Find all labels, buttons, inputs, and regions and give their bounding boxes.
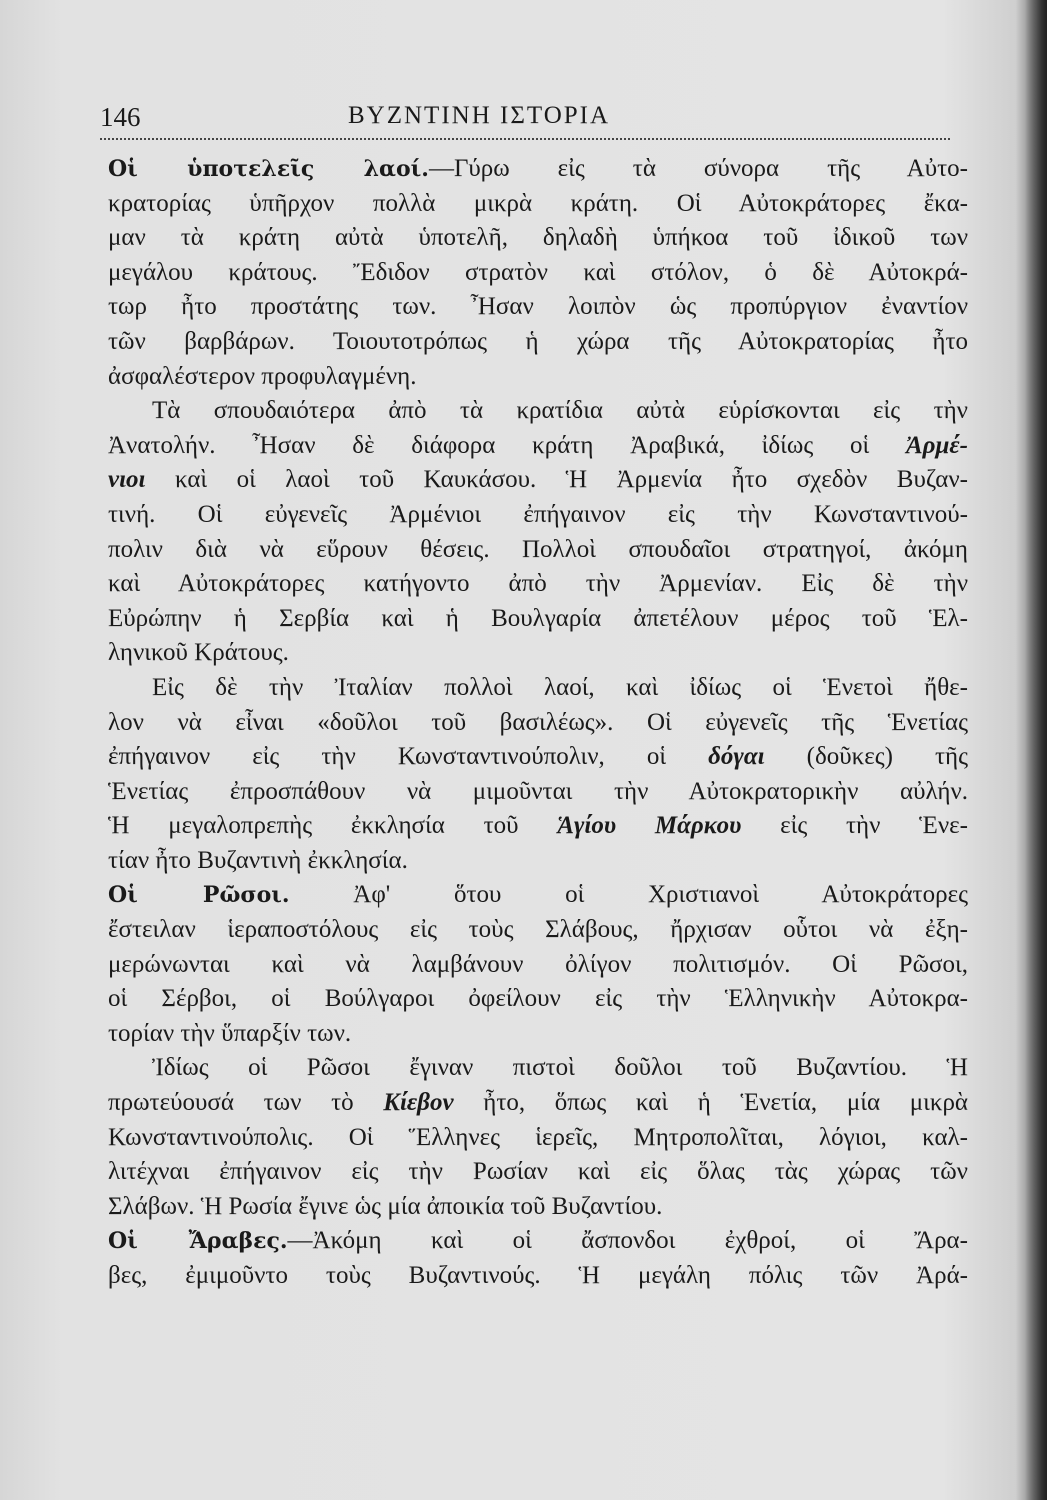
line-text: ἦτο, ὅπως καὶ ἡ Ἑνετία, μία μικρὰ	[483, 1089, 969, 1117]
section-heading: Οἱ Ἄραβες.	[108, 1228, 288, 1255]
line-text: πρωτεύουσά των τὸ	[108, 1089, 354, 1117]
text-line	[108, 1086, 968, 1121]
text-line: λον νὰ εἶναι «δοῦλοι τοῦ βασιλέως». Οἱ εὐγενεῖς τῆς Ἑνετίας	[108, 708, 968, 736]
text-line: Σλάβων. Ἡ Ρωσία ἔγινε ὡς μία ἀποικία τοῦ Βυζαντίου.	[108, 1192, 663, 1220]
emphasized-term: Ἁγίου Μάρκου	[557, 812, 742, 840]
line-text: καὶ οἱ λαοὶ τοῦ Καυκάσου. Ἡ Ἀρμενία ἦτο σχεδὸν Βυζαν-	[174, 466, 969, 494]
line-text: εἰς τὴν Ἑνε-	[780, 812, 969, 840]
text-line	[108, 429, 968, 464]
text-line: Εἰς δὲ τὴν Ἰταλίαν πολλοὶ λαοί, καὶ ἰδίως οἱ Ἑνετοὶ ἤθε-	[152, 673, 968, 701]
header-rule	[100, 138, 950, 140]
emphasized-term: δόγαι	[708, 743, 765, 771]
line-text: —Γύρω εἰς τὰ σύνορα τῆς Αὐτο-	[428, 155, 968, 182]
section-heading: Οἱ Ρῶσοι.	[108, 882, 290, 909]
page-number: 146	[100, 102, 141, 132]
text-line	[108, 1224, 968, 1259]
line-text: Ἡ μεγαλοπρεπὴς ἐκκλησία τοῦ	[108, 812, 519, 840]
book-spine-shadow	[1025, 0, 1047, 1500]
line-text: —Ἀκόμη καὶ οἱ ἄσπονδοι ἐχθροί, οἱ Ἄρα-	[287, 1227, 968, 1255]
text-line: Ἑνετίας ἐπροσπάθουν νὰ μιμοῦνται τὴν Αὐτοκρατορικὴν αὐλήν.	[108, 777, 968, 805]
text-line: Ἰδίως οἱ Ρῶσοι ἔγιναν πιστοὶ δοῦλοι τοῦ Βυζαντίου. Ἡ	[152, 1054, 968, 1082]
section-heading: Οἱ ὑποτελεῖς λαοί.	[108, 156, 429, 182]
emphasized-term: Ἀρμέ-	[905, 431, 968, 459]
text-line	[108, 809, 968, 844]
line-text: (δοῦκες) τῆς	[806, 743, 969, 771]
text-line	[108, 740, 968, 775]
emphasized-term: νιοι	[108, 466, 146, 494]
emphasized-term: Κίεβον	[383, 1089, 454, 1117]
text-line: τινή. Οἱ εὐγενεῖς Ἀρμένιοι ἐπήγαινον εἰς τὴν Κωνσταντινού-	[108, 500, 968, 528]
text-line: μεγάλου κράτους. Ἔδιδον στρατὸν καὶ στόλον, ὁ δὲ Αὐτοκρά-	[108, 258, 968, 286]
text-line: λιτέχναι ἐπήγαινον εἰς τὴν Ρωσίαν καὶ εἰς ὅλας τὰς χώρας τῶν	[108, 1158, 968, 1186]
text-line: τορίαν τὴν ὕπαρξίν των.	[108, 1019, 352, 1047]
body-text	[108, 152, 968, 1294]
text-line: οἱ Σέρβοι, οἱ Βούλγαροι ὀφείλουν εἰς τὴν Ἑλληνικὴν Αὐτοκρα-	[108, 985, 968, 1013]
text-line: ληνικοῦ Κράτους.	[108, 639, 289, 667]
text-line: ἔστειλαν ἱεραποστόλους εἰς τοὺς Σλάβους, ἤρχισαν οὗτοι νὰ ἐξη-	[108, 916, 968, 944]
line-text: ἐπήγαινον εἰς τὴν Κωνσταντινούπολιν, οἱ	[108, 743, 667, 771]
line-text: Ἀφ' ὅτου οἱ Χριστιανοὶ Αὐτοκράτορες	[353, 881, 968, 909]
text-line	[108, 152, 968, 187]
text-line: πολιν διὰ νὰ εὕρουν θέσεις. Πολλοὶ σπουδαῖοι στρατηγοί, ἀκόμη	[108, 535, 968, 563]
text-line: Τὰ σπουδαιότερα ἀπὸ τὰ κρατίδια αὐτὰ εὑρίσκονται εἰς τὴν	[152, 397, 968, 425]
text-line: μερώνωνται καὶ νὰ λαμβάνουν ὀλίγον πολιτισμόν. Οἱ Ρῶσοι,	[108, 950, 968, 978]
text-line: μαν τὰ κράτη αὐτὰ ὑποτελῆ, δηλαδὴ ὑπήκοα τοῦ ἰδικοῦ των	[108, 224, 968, 252]
text-line: τίαν ἦτο Βυζαντινὴ ἐκκλησία.	[108, 846, 408, 874]
text-line: κρατορίας ὑπῆρχον πολλὰ μικρὰ κράτη. Οἱ Αὐτοκράτορες ἔκα-	[108, 189, 968, 217]
text-line: Κωνσταντινούπολις. Οἱ Ἕλληνες ἱερεῖς, Μητροπολῖται, λόγιοι, καλ-	[108, 1123, 968, 1151]
text-line	[108, 463, 968, 498]
page-header	[100, 100, 950, 140]
text-line: τωρ ἦτο προστάτης των. Ἦσαν λοιπὸν ὡς προπύργιον ἐναντίον	[108, 293, 968, 321]
text-line: καὶ Αὐτοκράτορες κατήγοντο ἀπὸ τὴν Ἀρμενίαν. Εἰς δὲ τὴν	[108, 570, 968, 598]
text-line: τῶν βαρβάρων. Τοιουτοτρόπως ἡ χώρα τῆς Αὐτοκρατορίας ἦτο	[108, 327, 968, 355]
text-line	[108, 878, 968, 913]
text-line: Εὐρώπην ἡ Σερβία καὶ ἡ Βουλγαρία ἀπετέλουν μέρος τοῦ Ἑλ-	[108, 604, 968, 632]
text-line: βες, ἐμιμοῦντο τοὺς Βυζαντινούς. Ἡ μεγάλη πόλις τῶν Ἀρά-	[108, 1262, 968, 1289]
line-text: Ἀνατολήν. Ἦσαν δὲ διάφορα κράτη Ἀραβικά, ἰδίως οἱ	[108, 431, 870, 459]
text-line: ἀσφαλέστερον προφυλαγμένη.	[108, 362, 417, 390]
running-title: ΒΥΖΝΤΙΝΗ ΙΣΤΟΡΙΑ	[348, 102, 611, 129]
